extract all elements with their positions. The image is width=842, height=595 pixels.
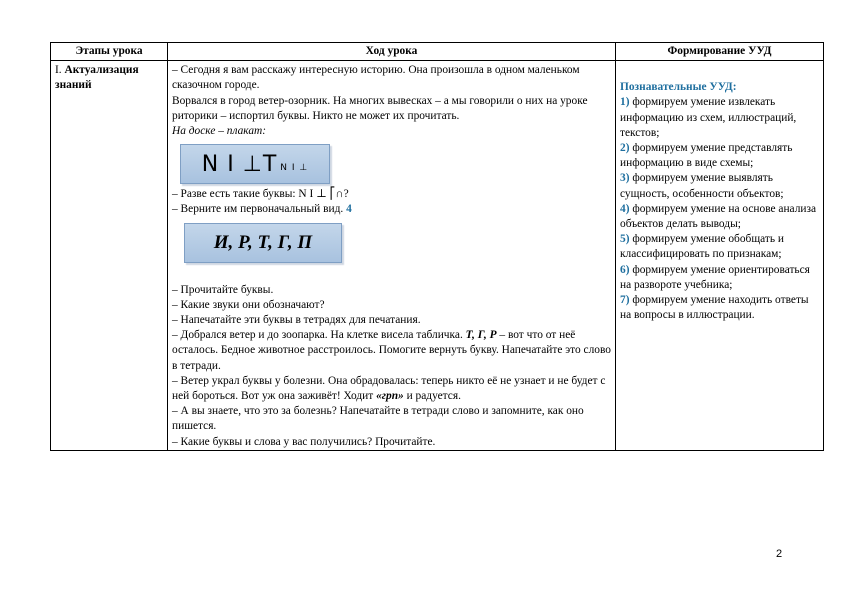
lesson-zoo-b: – вот что от неё осталось. Бедное животное расстроилось. Помогите вернуть букву. Напечатайте это слово в тетради. (172, 329, 611, 372)
uud-item-number: 2) (620, 142, 630, 155)
uud-item-number: 6) (620, 263, 630, 276)
stage-name: Актуализация знаний (55, 64, 139, 92)
lesson-disease-word: «грп» (376, 390, 404, 403)
uud-item-number: 5) (620, 233, 630, 246)
lesson-question-letters: – Разве есть такие буквы: N I ⊥ ⎡∩? (172, 188, 349, 201)
lesson-board: На доске – плакат: (172, 125, 267, 138)
lesson-type: – Напечатайте эти буквы в тетрадях для печатания. (172, 314, 421, 327)
uud-item-number: 3) (620, 172, 630, 185)
lesson-disease (172, 374, 611, 404)
lesson-read: – Прочитайте буквы. (172, 283, 274, 296)
lesson-restore: – Верните им первоначальный вид. (172, 203, 344, 216)
uud-item-text: формируем умение извлекать информацию из схем, иллюстраций, текстов; (620, 96, 797, 139)
uud-item-text: формируем умение ориентироваться на развороте учебника; (620, 263, 810, 291)
uud-item-number: 4) (620, 202, 630, 215)
poster-broken-small: N I ⊥ (280, 162, 309, 173)
lesson-zoo (172, 328, 611, 374)
lesson-zoo-a: – Добрался ветер и до зоопарка. На клетке висела табличка. (172, 329, 463, 342)
lesson-restore-number: 4 (346, 203, 352, 216)
lesson-disease-a: – Ветер украл буквы у болезни. Она обрадовалась: теперь никто её не узнает и не будет с ней бороться. Вот уж она заживёт! Ходит (172, 374, 606, 403)
uud-item-text: формируем умение обобщать и классифицировать по признакам; (620, 233, 784, 261)
lesson-restore-line (172, 202, 611, 217)
uud-item (620, 232, 819, 262)
uud-item (620, 263, 819, 293)
uud-cell (616, 61, 824, 451)
uud-item (620, 202, 819, 232)
uud-item (620, 141, 819, 171)
uud-item-text: формируем умение выявлять сущность, особенности объектов; (620, 172, 784, 200)
page-number: 2 (776, 548, 783, 560)
poster-restored-letters: И, Р, Т, Г, П (184, 223, 342, 263)
table-row (51, 61, 824, 451)
lesson-final: – Какие буквы и слова у вас получились? Прочитайте. (172, 435, 436, 448)
lesson-plan-table (50, 42, 824, 451)
header-stages: Этапы урока (51, 43, 168, 61)
uud-title: Познавательные УУД: (620, 81, 737, 94)
lesson-cell (168, 61, 616, 451)
stage-cell (51, 61, 168, 451)
uud-item (620, 95, 819, 141)
lesson-zoo-letters: Т, Г, Р (465, 329, 497, 342)
header-uud: Формирование УУД (616, 43, 824, 61)
header-lesson: Ход урока (168, 43, 616, 61)
lesson-disease-b: и радуется. (406, 390, 461, 403)
lesson-sounds: – Какие звуки они обозначают? (172, 298, 325, 311)
lesson-wind: Ворвался в город ветер-озорник. На многих вывесках – а мы говорили о них на уроке риторики – испортил буквы. Никто не может их прочитать. (172, 94, 588, 122)
stage-roman: I. (55, 64, 62, 77)
uud-item-text: формируем умение находить ответы на вопросы в иллюстрации. (620, 294, 809, 322)
uud-item-text: формируем умение представлять информацию в виде схемы; (620, 142, 793, 170)
lesson-intro: – Сегодня я вам расскажу интересную историю. Она произошла в одном маленьком сказочном городе. (172, 64, 580, 92)
uud-item-number: 7) (620, 294, 630, 307)
uud-item (620, 293, 819, 323)
uud-item-text: формируем умение на основе анализа объектов делать выводы; (620, 202, 817, 231)
uud-list (620, 95, 819, 323)
poster-broken-letters (180, 144, 330, 184)
uud-item (620, 171, 819, 201)
uud-item-number: 1) (620, 96, 630, 109)
lesson-know: – А вы знаете, что это за болезнь? Напечатайте в тетради слово и запомните, как оно пишется. (172, 405, 584, 433)
poster-broken-big: N I ⊥T (201, 151, 278, 177)
header-row (51, 43, 824, 61)
